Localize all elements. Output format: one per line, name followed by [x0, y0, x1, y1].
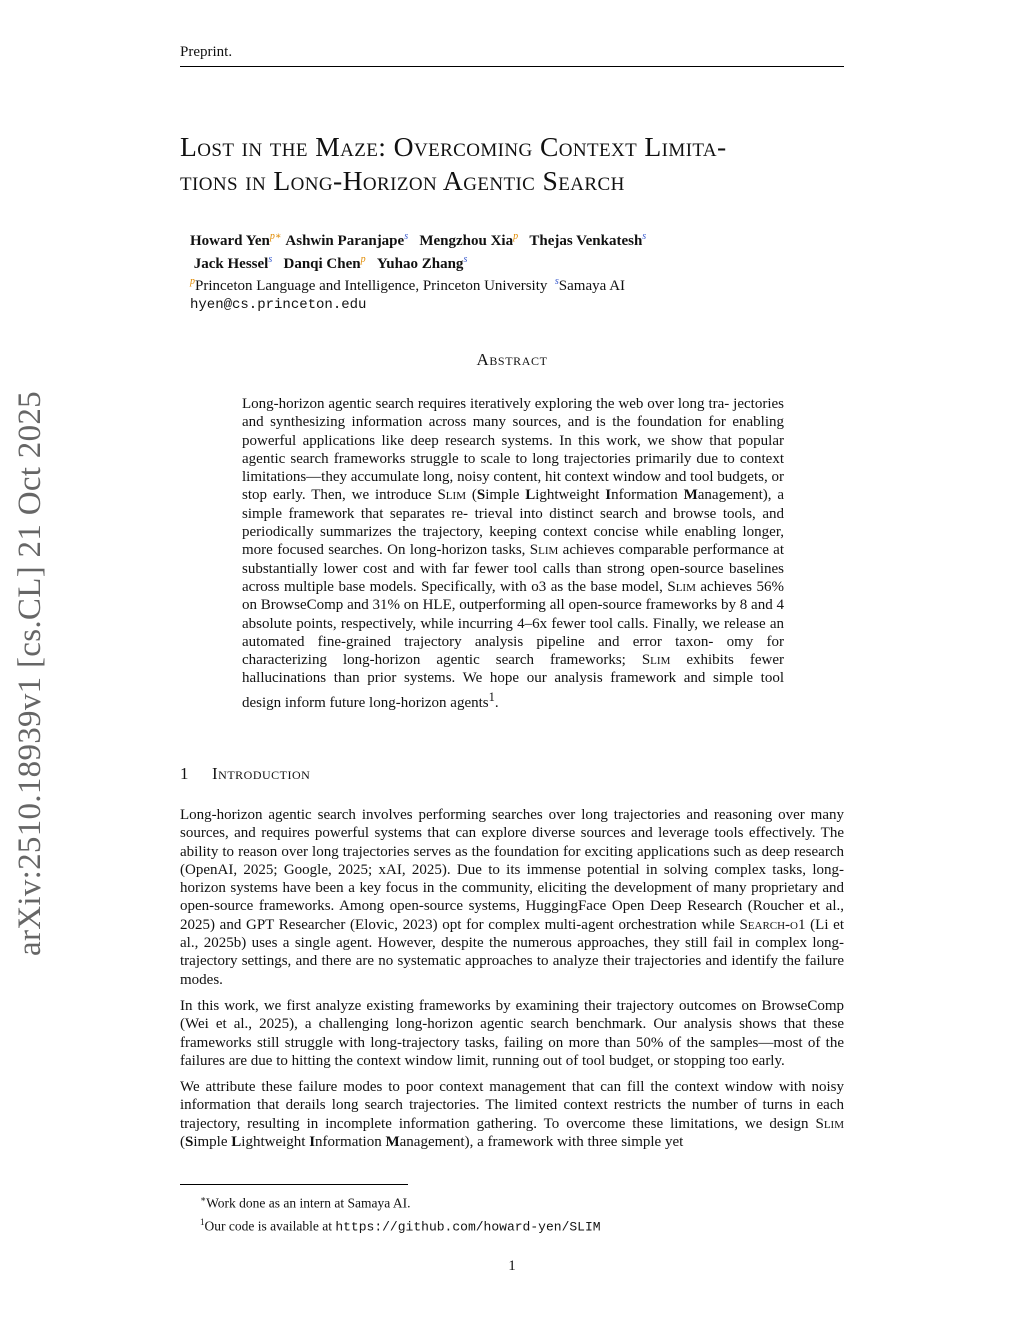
affiliation-samaya: Samaya AI: [558, 278, 626, 294]
slim-name: Slim: [437, 487, 466, 504]
footnote-mark: ∗: [200, 1194, 207, 1204]
affiliation-mark: p: [190, 276, 195, 287]
running-header: Preprint.: [180, 44, 233, 60]
author-line-2: [190, 251, 830, 274]
system-name: Search-o1: [739, 916, 806, 933]
footnote-1: [200, 1190, 601, 1213]
affiliation-mark: s: [642, 231, 647, 242]
abstract-text: ightweight: [535, 487, 606, 504]
abstract-text: anagement), a simple framework that separates re- trieval into distinct search and browse tools, and periodically summarizes the trajectory, keeping context concise while enabling longer, more focused searches. On long-horizon tasks,: [242, 487, 784, 559]
author-block: [190, 228, 830, 314]
affiliation-mark: p∗: [269, 231, 282, 242]
paragraph: In this work, we first analyze existing frameworks by examining their trajectory outcomes on BrowseComp (Wei et al., 2025), a challenging long-horizon agentic search benchmark. Our analysis shows that these frameworks still struggle with long-trajectory tasks, failing on more than 50% of the samples—most of the failures are due to hitting the context window limit, running out of tool budget, or stopping too early.: [180, 997, 844, 1069]
paragraph-text: ightweight: [241, 1134, 310, 1151]
author-name: Ashwin Paranjape: [285, 233, 405, 249]
slim-name: Slim: [641, 652, 671, 669]
author-line-1: [190, 228, 830, 251]
paragraph: [180, 1078, 844, 1151]
affiliation-mark: s: [404, 231, 409, 242]
footnote-rule: [180, 1184, 408, 1185]
abstract-text: .: [494, 694, 499, 711]
acronym-letter: L: [231, 1134, 242, 1151]
abstract-heading: Abstract: [476, 350, 548, 369]
paragraph-text: We attribute these failure modes to poor context management that can fill the context window with noisy information that derails long search trajectories. The limited context restricts the number of turns in each trajectory, resulting in incomplete information gathering. To overcome these limitations, we design: [180, 1079, 844, 1132]
page-number: 1: [508, 1258, 516, 1274]
footnote-mark: 1: [200, 1216, 205, 1227]
paragraph-text: nformation: [315, 1134, 386, 1151]
acronym-letter: I: [309, 1134, 316, 1151]
affiliation-mark: p: [360, 253, 366, 265]
paragraph-text: (: [180, 1134, 185, 1151]
acronym-letter: S: [185, 1134, 194, 1151]
footnote-ref[interactable]: 1: [488, 689, 495, 704]
footnote-text: Work done as an intern at Samaya AI.: [206, 1195, 411, 1211]
abstract-text: (: [465, 487, 477, 504]
header-rule: [180, 66, 844, 67]
abstract-text: Long-horizon agentic search requires iteratively exploring the web over long tra- jectories and synthesizing information across many sources, and is the foundation for enabling powerful applications like deep research systems. In this work, we show that popular agentic search frameworks struggle to scale to long trajectories primarily due to context limitations—they accumulate long, noisy content, hit context window and tool budgets, or stop early. Then, we introduce: [242, 396, 784, 504]
affiliation-mark: s: [463, 253, 468, 265]
abstract-text: exhibits fewer hallucinations than prior systems. We hope our analysis framework and simple tool design inform future long-horizon agents: [242, 652, 784, 711]
paragraph-text: Long-horizon agentic search involves performing searches over long trajectories and reasoning over many sources, and requires powerful systems that can explore diverse sources and leverage tools effectively. The ability to reason over long trajectories serves as the foundation for exciting applications such as deep research (OpenAI, 2025; Google, 2025; xAI, 2025). Due to its immense potential in solving complex tasks, long-horizon systems have been a key focus in the community, eliciting the development of many proprietary and open-source frameworks. Among open-source systems, HuggingFace Open Deep Research (Roucher et al., 2025) and GPT Researcher (Elovic, 2023) opt for complex multi-agent orchestration while: [180, 807, 844, 933]
acronym-letter: M: [683, 487, 698, 504]
affiliation-mark: p: [513, 231, 519, 242]
title-line-2: tions in Long-Horizon Agentic Search: [180, 165, 625, 196]
affiliation-mark: s: [268, 253, 273, 265]
paragraph-text: imple: [193, 1134, 232, 1151]
slim-name: Slim: [667, 578, 696, 595]
acronym-letter: I: [605, 487, 612, 504]
slim-name: Slim: [815, 1115, 844, 1132]
acronym-letter: S: [476, 487, 486, 504]
affiliation-mark: s: [554, 276, 559, 287]
abstract-text: achieves comparable performance at substantially lower cost and with far fewer tool calls than strong open-source baselines across multiple base models. Specifically, with o3 as the base model,: [242, 542, 784, 595]
section-title: Introduction: [212, 764, 311, 783]
affiliation-princeton: Princeton Language and Intelligence, Princeton University: [195, 278, 548, 294]
acronym-letter: M: [385, 1134, 400, 1151]
introduction-body: [180, 806, 844, 1159]
affiliation-line: [190, 273, 830, 296]
footnote-text: Our code is available at: [204, 1218, 336, 1233]
abstract-body: [242, 395, 784, 712]
author-name: Mengzhou Xia: [419, 233, 514, 249]
paragraph: [180, 806, 844, 989]
paragraph-text: (Li et al., 2025b) uses a single agent. However, despite the numerous approaches, they still fail in complex long-trajectory settings, and there are no systematic approaches to analyze their trajectories and identify the failure modes.: [180, 916, 845, 988]
acronym-letter: L: [525, 487, 536, 504]
author-name: Thejas Venkatesh: [529, 233, 643, 249]
paragraph-text: anagement), a framework with three simple yet: [399, 1134, 684, 1151]
abstract-text: achieves 56% on BrowseComp and 31% on HLE, outperforming all open-source frameworks by 8 and 4 absolute points, respectively, while incurring 4–6x fewer tool calls. Finally, we release an automated fine-grained trajectory analysis pipeline and error taxon- omy for characterizing long-horizon agentic search frameworks;: [242, 578, 784, 669]
slim-name: Slim: [529, 542, 559, 559]
paper-title: [180, 130, 860, 198]
code-link[interactable]: https://github.com/howard-yen/SLIM: [335, 1219, 601, 1234]
section-number: 1: [180, 764, 189, 783]
author-name: Howard Yen: [190, 233, 270, 249]
author-name: Yuhao Zhang: [376, 255, 464, 272]
abstract-text: nformation: [611, 487, 684, 504]
abstract-text: imple: [485, 487, 526, 504]
footnote-2: [200, 1213, 601, 1237]
author-name: Jack Hessel: [193, 255, 269, 272]
arxiv-identifier: arXiv:2510.18939v1 [cs.CL] 21 Oct 2025: [12, 391, 48, 956]
footnotes: [200, 1190, 601, 1236]
section-heading-introduction: [180, 764, 310, 784]
title-line-1: Lost in the Maze: Overcoming Context Limita-: [180, 131, 727, 162]
contact-email[interactable]: hyen@cs.princeton.edu: [190, 296, 367, 313]
author-name: Danqi Chen: [283, 255, 361, 272]
